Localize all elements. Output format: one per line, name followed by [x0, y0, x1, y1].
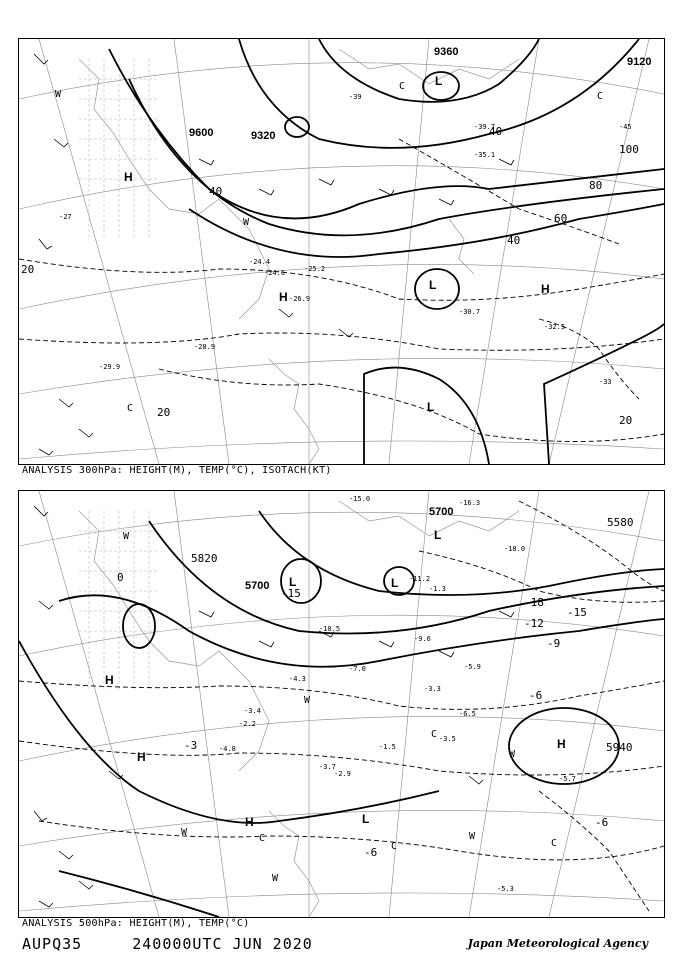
center-warm: W [123, 531, 130, 542]
station-value: -16.3 [459, 499, 481, 507]
temp-label: -39.7 [474, 123, 496, 131]
temp-label-9: -9 [547, 637, 561, 650]
isotach-label-20b: 20 [157, 406, 171, 419]
graticule [19, 491, 664, 917]
temp-label-6c: -6 [595, 816, 609, 829]
temp-label-6: -6 [529, 689, 543, 702]
temp-label-15b: -15 [281, 587, 301, 600]
center-high: H [245, 815, 254, 829]
temp-label-12: -12 [524, 617, 544, 630]
center-warm: W [304, 695, 311, 706]
height-label-5580: 5580 [607, 516, 634, 529]
temp-label: -39 [349, 93, 362, 101]
center-cold: C [551, 838, 558, 849]
station-value: -6.5 [459, 710, 476, 718]
station-value: -7.0 [349, 665, 366, 673]
temp-label-0: 0 [117, 571, 124, 584]
hatch-area [79, 511, 159, 691]
station-value: -2.2 [239, 720, 256, 728]
isotach-label-40b: 40 [209, 185, 223, 198]
station-value: -1.3 [429, 585, 446, 593]
isotach-label-40c: 40 [489, 125, 503, 138]
center-warm: W [272, 873, 279, 884]
center-high: H [279, 290, 288, 304]
wind-barbs [34, 54, 514, 455]
isotach-label-60: 60 [554, 212, 568, 225]
station-value: -5.7 [559, 775, 576, 783]
temp-label: -32.5 [544, 323, 566, 331]
height-label-9320: 9320 [251, 130, 276, 142]
center-high: H [557, 737, 566, 751]
center-cold: C [127, 403, 134, 414]
temp-label: -28.9 [194, 343, 216, 351]
center-low: L [289, 575, 297, 589]
station-value: -11.2 [409, 575, 431, 583]
map-500hpa [19, 491, 664, 917]
center-low: L [427, 400, 435, 414]
isotach-label-40: 40 [507, 234, 521, 247]
chart-code: AUPQ35 [22, 935, 83, 953]
temp-label-6b: -6 [364, 846, 378, 859]
center-cold: C [597, 91, 604, 102]
temp-label: -29.9 [99, 363, 121, 371]
center-cold: C [391, 841, 398, 852]
center-warm: W [181, 827, 188, 838]
center-low: L [434, 528, 442, 542]
temp-label: -24.6 [264, 269, 286, 277]
isotach-label-20: 20 [21, 263, 35, 276]
height-label-5700: 5700 [429, 506, 454, 518]
station-value: -3.4 [244, 707, 261, 715]
temp-label: -45 [619, 123, 632, 131]
center-cold: C [431, 729, 438, 740]
temp-label-15: -15 [567, 606, 587, 619]
center-warm: W [469, 831, 476, 842]
chart-300hpa [18, 38, 665, 465]
chart-identifier [22, 935, 313, 953]
temp-label: -25.2 [304, 265, 326, 273]
station-value: -15.0 [349, 495, 371, 503]
temp-label-3: -3 [184, 739, 198, 752]
temp-label: -24.4 [249, 258, 271, 266]
station-value: -18.0 [504, 545, 526, 553]
station-value: -3.5 [439, 735, 456, 743]
center-high: H [541, 282, 550, 296]
isotach-label-80: 80 [589, 179, 603, 192]
station-value: -4.3 [289, 675, 306, 683]
hatch-area [79, 59, 159, 239]
temp-label: -33 [599, 378, 612, 386]
station-value: -3.7 [319, 763, 336, 771]
height-label-9360: 9360 [434, 46, 459, 58]
center-low: L [429, 278, 437, 292]
station-value: -3.3 [424, 685, 441, 693]
station-value: -5.9 [464, 663, 481, 671]
caption-300hpa: ANALYSIS 300hPa: HEIGHT(M), TEMP(°C), ISOTACH(KT) [22, 465, 332, 476]
center-cold: C [259, 833, 266, 844]
isotach-label-100: 100 [619, 143, 639, 156]
center-warm: W [509, 749, 516, 760]
height-label-5820: 5820 [191, 552, 218, 565]
temp-label-18: -18 [524, 596, 544, 609]
height-label-9600: 9600 [189, 127, 214, 139]
station-value: -4.8 [219, 745, 236, 753]
wind-barbs [34, 506, 514, 907]
height-contours [109, 39, 664, 464]
station-value: -2.9 [334, 770, 351, 778]
caption-500hpa: ANALYSIS 500hPa: HEIGHT(M), TEMP(°C) [22, 918, 250, 929]
height-contours [19, 511, 664, 917]
station-value: -10.5 [319, 625, 341, 633]
temp-label: -27 [59, 213, 72, 221]
isotherms [19, 501, 664, 911]
height-label-9120: 9120 [627, 56, 652, 68]
isotherms [19, 139, 664, 442]
chart-datetime: 240000UTC JUN 2020 [132, 935, 313, 953]
map-300hpa [19, 39, 664, 464]
temp-label: -26.9 [289, 295, 311, 303]
center-low: L [362, 812, 370, 826]
center-high: H [105, 673, 114, 687]
center-warm: W [55, 89, 62, 100]
center-low: L [391, 576, 399, 590]
station-value: -9.6 [414, 635, 431, 643]
temp-label: -30.7 [459, 308, 481, 316]
center-high: H [124, 170, 133, 184]
station-value: -1.5 [379, 743, 396, 751]
center-high: H [137, 750, 146, 764]
center-cold: C [399, 81, 406, 92]
center-warm: W [243, 217, 250, 228]
temp-label: -35.1 [474, 151, 496, 159]
agency-name: Japan Meteorological Agency [467, 937, 648, 950]
height-label-5940: 5940 [606, 741, 633, 754]
height-label-5700b: 5700 [245, 580, 270, 592]
chart-500hpa [18, 490, 665, 918]
isotach-label-20c: 20 [619, 414, 633, 427]
station-value: -5.3 [497, 885, 514, 893]
center-low: L [435, 74, 443, 88]
